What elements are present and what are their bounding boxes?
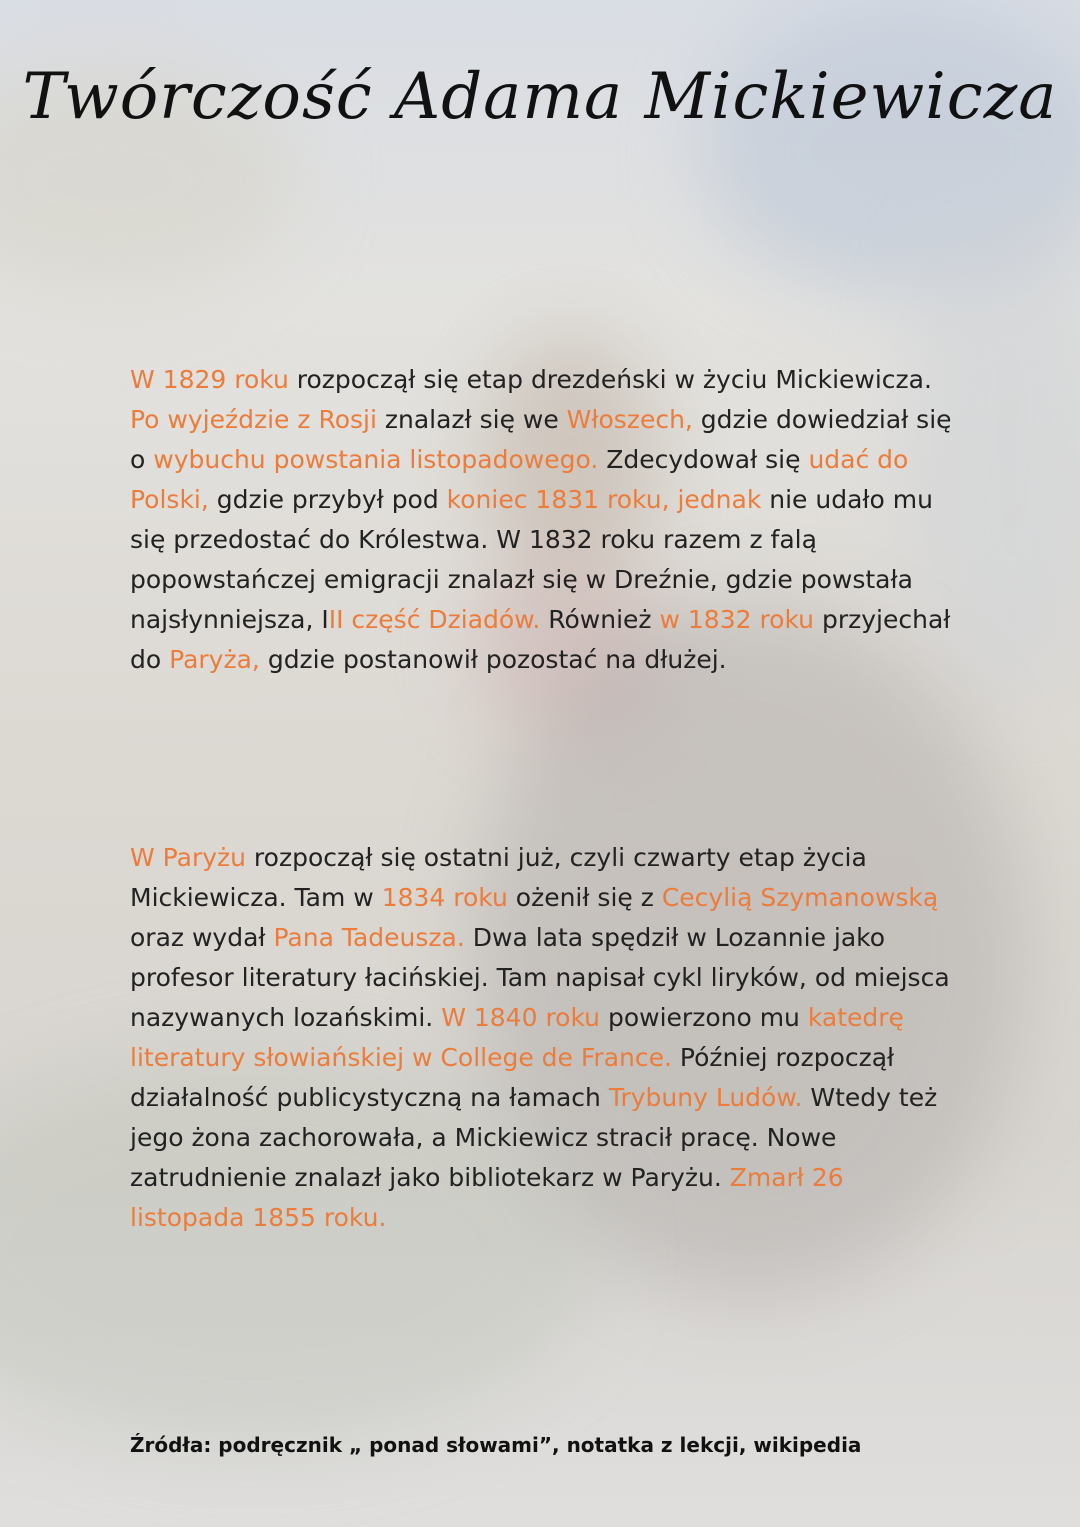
page-title: Twórczość Adama Mickiewicza	[22, 60, 1058, 134]
highlighted-text: Trybuny Ludów.	[608, 1083, 803, 1112]
highlighted-text: Cecylią Szymanowską	[661, 883, 939, 912]
paragraph-paris-period	[130, 838, 960, 1238]
body-text: przyjechał do	[130, 605, 951, 674]
body-text: Również	[540, 605, 660, 634]
body-text: oraz wydał	[130, 923, 274, 952]
body-text: gdzie przybył pod	[208, 485, 447, 514]
highlighted-text: W Paryżu	[130, 843, 246, 872]
highlighted-text: w 1832 roku	[659, 605, 815, 634]
sources-note: Źródła: podręcznik „ ponad słowami”, notatka z lekcji, wikipedia	[130, 1433, 862, 1457]
highlighted-text: wybuchu powstania listopadowego.	[153, 445, 599, 474]
highlighted-text: W 1840 roku	[441, 1003, 601, 1032]
highlighted-text: udać do Polski,	[130, 445, 909, 514]
body-text: rozpoczął się etap drezdeński w życiu Mickiewicza.	[288, 365, 932, 394]
highlighted-text: Po wyjeździe z Rosji	[130, 405, 377, 434]
highlighted-text: koniec 1831 roku, jednak	[446, 485, 762, 514]
body-text: gdzie dowiedział się o	[130, 405, 952, 474]
body-text: Dwa lata spędził w Lozannie jako profesor literatury łacińskiej. Tam napisał cykl liryków, od miejsca nazywanych lozańskimi.	[130, 923, 950, 1032]
body-text: ożenił się z	[507, 883, 662, 912]
highlighted-text: 1834 roku	[381, 883, 508, 912]
body-text: rozpoczął się ostatni już, czyli czwarty etap życia Mickiewicza. Tam w	[130, 843, 867, 912]
highlighted-text: II część Dziadów.	[328, 605, 541, 634]
paragraph-dresden-period	[130, 360, 960, 680]
body-text: Wtedy też jego żona zachorowała, a Mickiewicz stracił pracę. Nowe zatrudnienie znalazł jako bibliotekarz w Paryżu.	[130, 1083, 938, 1192]
highlighted-text: W 1829 roku	[130, 365, 289, 394]
highlighted-text: katedrę literatury słowiańskiej w College de France.	[130, 1003, 904, 1072]
highlighted-text: Włoszech,	[566, 405, 693, 434]
highlighted-text: Paryża,	[169, 645, 260, 674]
body-text: powierzono mu	[600, 1003, 808, 1032]
body-text: znalazł się we	[376, 405, 567, 434]
body-text: Zdecydował się	[598, 445, 809, 474]
body-text: gdzie postanowił pozostać na dłużej.	[259, 645, 727, 674]
body-text: Później rozpoczął działalność publicystyczną na łamach	[130, 1043, 895, 1112]
body-text: nie udało mu się przedostać do Królestwa. W 1832 roku razem z falą popowstańczej emigracji znalazł się w Dreźnie, gdzie powstała najsłynniejsza, I	[130, 485, 933, 634]
highlighted-text: Pana Tadeusza.	[273, 923, 465, 952]
highlighted-text: Zmarł 26 listopada 1855 roku.	[130, 1163, 844, 1232]
